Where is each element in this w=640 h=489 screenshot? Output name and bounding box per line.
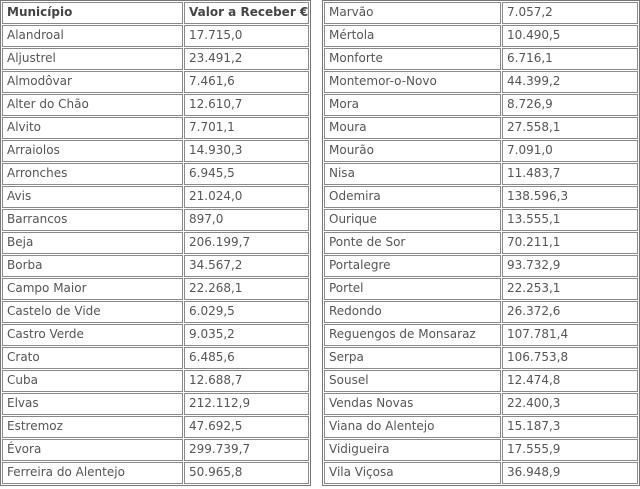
table-row (324, 462, 638, 484)
table-row (324, 209, 638, 231)
value-cell: 36.948,9 (502, 462, 638, 484)
table-row (2, 48, 309, 70)
value-cell: 14.930,3 (184, 140, 309, 162)
table-row (324, 232, 638, 254)
value-cell: 22.400,3 (502, 393, 638, 415)
table-row (2, 163, 309, 185)
municipality-cell: Ourique (324, 209, 501, 231)
table-row (2, 301, 309, 323)
value-cell: 7.461,6 (184, 71, 309, 93)
municipality-cell: Vidigueira (324, 439, 501, 461)
municipality-table-left (0, 0, 311, 486)
value-cell: 299.739,7 (184, 439, 309, 461)
municipality-cell: Mourão (324, 140, 501, 162)
municipality-cell: Elvas (2, 393, 183, 415)
table-row (324, 255, 638, 277)
municipality-cell: Almodôvar (2, 71, 183, 93)
municipality-cell: Viana do Alentejo (324, 416, 501, 438)
municipality-cell: Castelo de Vide (2, 301, 183, 323)
municipality-cell: Monforte (324, 48, 501, 70)
table-row (2, 71, 309, 93)
municipality-cell: Évora (2, 439, 183, 461)
table-row (324, 163, 638, 185)
municipality-cell: Vendas Novas (324, 393, 501, 415)
table-row (324, 48, 638, 70)
column-header-municipio: Município (2, 2, 183, 24)
municipality-cell: Castro Verde (2, 324, 183, 346)
municipality-table-right (322, 0, 640, 486)
table-row (2, 140, 309, 162)
value-cell: 13.555,1 (502, 209, 638, 231)
municipality-cell: Odemira (324, 186, 501, 208)
municipality-cell: Vila Viçosa (324, 462, 501, 484)
value-cell: 212.112,9 (184, 393, 309, 415)
table-row (324, 2, 638, 24)
table-row (324, 25, 638, 47)
value-cell: 27.558,1 (502, 117, 638, 139)
table-right-body (324, 2, 638, 484)
municipality-cell: Borba (2, 255, 183, 277)
table-row (324, 140, 638, 162)
value-cell: 897,0 (184, 209, 309, 231)
table-row (324, 439, 638, 461)
municipality-cell: Nisa (324, 163, 501, 185)
table-row (324, 416, 638, 438)
municipality-cell: Serpa (324, 347, 501, 369)
value-cell: 17.555,9 (502, 439, 638, 461)
table-row (324, 94, 638, 116)
value-cell: 12.474,8 (502, 370, 638, 392)
value-cell: 11.483,7 (502, 163, 638, 185)
table-row (2, 209, 309, 231)
value-cell: 12.610,7 (184, 94, 309, 116)
municipality-cell: Portel (324, 278, 501, 300)
value-cell: 26.372,6 (502, 301, 638, 323)
municipality-cell: Aljustrel (2, 48, 183, 70)
value-cell: 34.567,2 (184, 255, 309, 277)
value-cell: 7.091,0 (502, 140, 638, 162)
municipality-cell: Reguengos de Monsaraz (324, 324, 501, 346)
table-row (2, 255, 309, 277)
table-row (2, 25, 309, 47)
table-row (2, 186, 309, 208)
municipality-cell: Alter do Chão (2, 94, 183, 116)
table-row (2, 278, 309, 300)
municipality-cell: Arraiolos (2, 140, 183, 162)
value-cell: 6.716,1 (502, 48, 638, 70)
value-cell: 9.035,2 (184, 324, 309, 346)
table-row (2, 416, 309, 438)
table-row (324, 347, 638, 369)
table-row (324, 186, 638, 208)
value-cell: 50.965,8 (184, 462, 309, 484)
municipality-cell: Beja (2, 232, 183, 254)
municipality-cell: Marvão (324, 2, 501, 24)
table-row (324, 370, 638, 392)
table-row (2, 439, 309, 461)
municipality-cell: Mértola (324, 25, 501, 47)
table-row (2, 324, 309, 346)
table-row (324, 324, 638, 346)
table-row (2, 393, 309, 415)
municipality-cell: Cuba (2, 370, 183, 392)
municipality-cell: Ponte de Sor (324, 232, 501, 254)
value-cell: 10.490,5 (502, 25, 638, 47)
municipality-cell: Mora (324, 94, 501, 116)
table-row (324, 71, 638, 93)
value-cell: 6.029,5 (184, 301, 309, 323)
value-cell: 7.057,2 (502, 2, 638, 24)
table-row (324, 393, 638, 415)
value-cell: 47.692,5 (184, 416, 309, 438)
value-cell: 22.253,1 (502, 278, 638, 300)
municipality-cell: Redondo (324, 301, 501, 323)
table-row (324, 117, 638, 139)
table-row (2, 462, 309, 484)
value-cell: 6.485,6 (184, 347, 309, 369)
table-row (2, 370, 309, 392)
municipality-cell: Estremoz (2, 416, 183, 438)
municipality-cell: Montemor-o-Novo (324, 71, 501, 93)
table-row (2, 232, 309, 254)
municipality-cell: Portalegre (324, 255, 501, 277)
municipality-cell: Alvito (2, 117, 183, 139)
value-cell: 107.781,4 (502, 324, 638, 346)
table-row (2, 94, 309, 116)
value-cell: 17.715,0 (184, 25, 309, 47)
municipality-cell: Ferreira do Alentejo (2, 462, 183, 484)
municipality-cell: Alandroal (2, 25, 183, 47)
municipality-cell: Arronches (2, 163, 183, 185)
municipality-cell: Campo Maior (2, 278, 183, 300)
value-cell: 206.199,7 (184, 232, 309, 254)
table-row (324, 301, 638, 323)
municipality-cell: Sousel (324, 370, 501, 392)
value-cell: 15.187,3 (502, 416, 638, 438)
value-cell: 70.211,1 (502, 232, 638, 254)
header-row (2, 2, 309, 24)
value-cell: 21.024,0 (184, 186, 309, 208)
table-row (2, 117, 309, 139)
municipality-cell: Moura (324, 117, 501, 139)
table-row (2, 347, 309, 369)
table-left-body (2, 25, 309, 484)
value-cell: 106.753,8 (502, 347, 638, 369)
column-header-valor-a-receber: Valor a Receber € (184, 2, 309, 24)
municipality-cell: Barrancos (2, 209, 183, 231)
value-cell: 12.688,7 (184, 370, 309, 392)
municipality-cell: Avis (2, 186, 183, 208)
value-cell: 23.491,2 (184, 48, 309, 70)
value-cell: 93.732,9 (502, 255, 638, 277)
value-cell: 7.701,1 (184, 117, 309, 139)
value-cell: 138.596,3 (502, 186, 638, 208)
value-cell: 6.945,5 (184, 163, 309, 185)
value-cell: 22.268,1 (184, 278, 309, 300)
municipality-cell: Crato (2, 347, 183, 369)
table-row (324, 278, 638, 300)
value-cell: 8.726,9 (502, 94, 638, 116)
value-cell: 44.399,2 (502, 71, 638, 93)
